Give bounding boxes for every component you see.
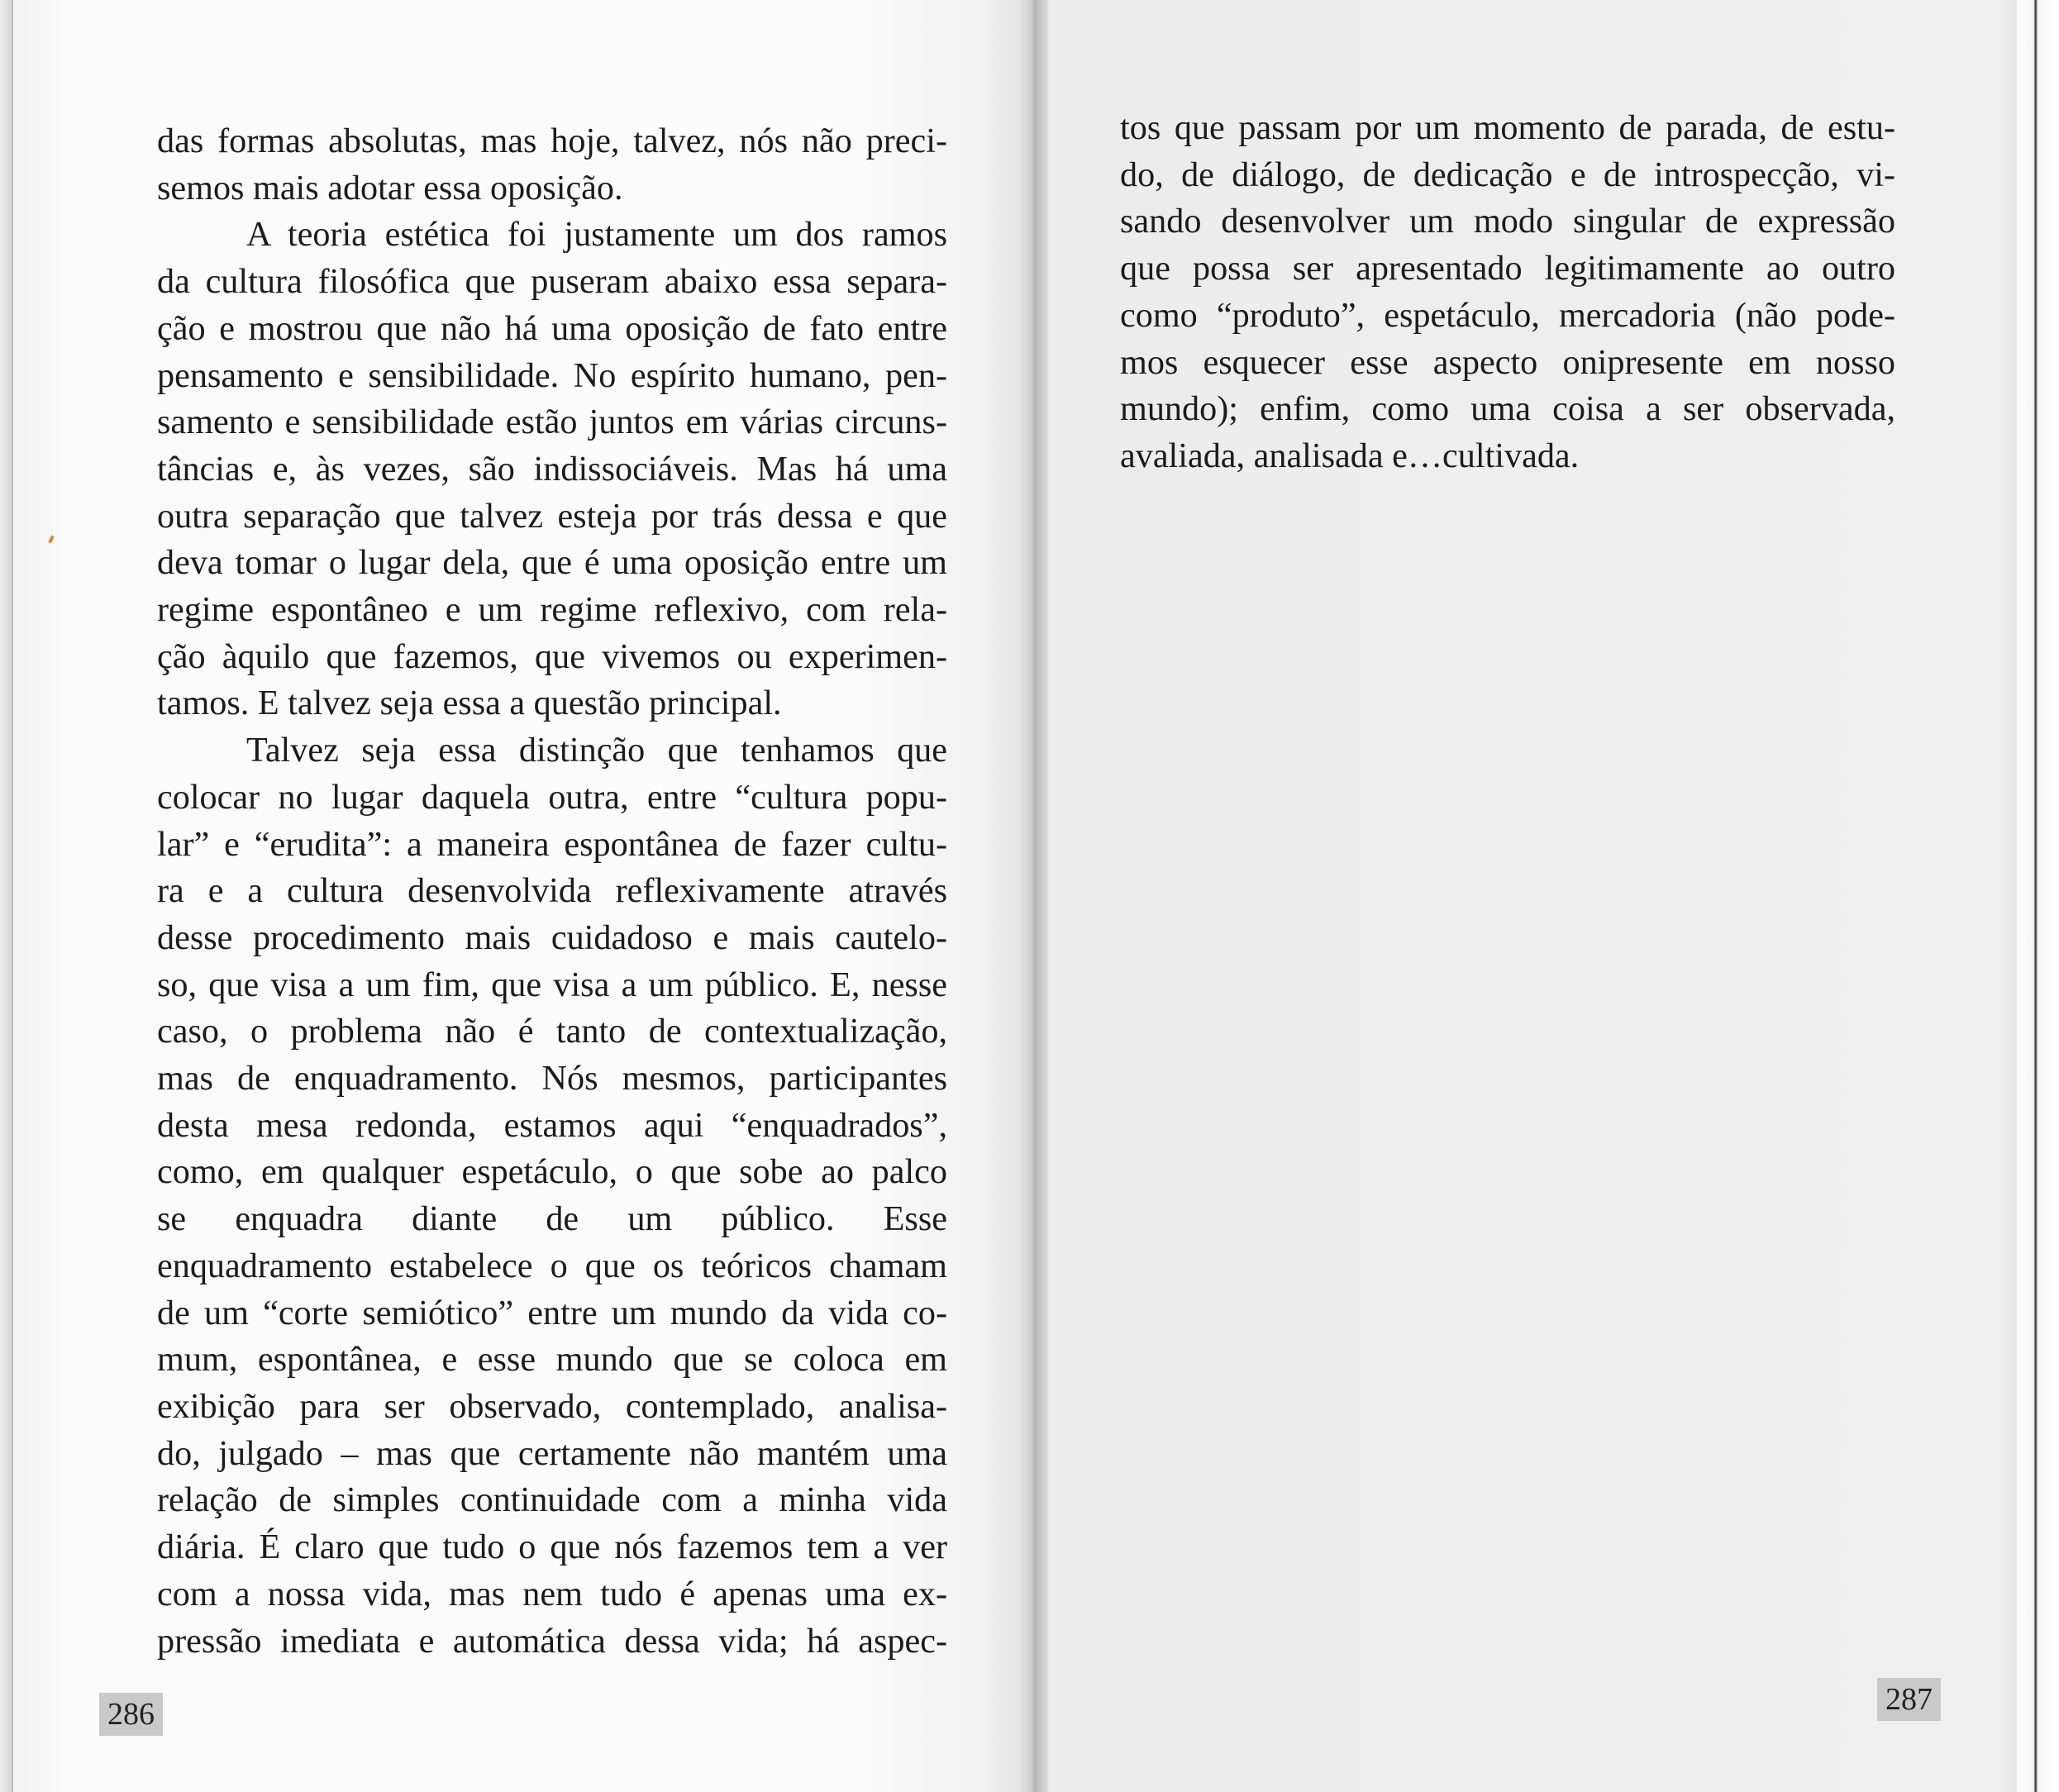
text-line: se enquadra diante de um público. Esse [157,1199,947,1239]
page-number-right: 287 [1877,1678,1941,1721]
text-line: da cultura filosófica que puseram abaixo essa separa- [157,262,947,302]
text-line: com a nossa vida, mas nem tudo é apenas uma ex- [157,1574,947,1613]
text-line: diária. É claro que tudo o que nós fazemos tem a ver [157,1527,947,1567]
text-line: outra separação que talvez esteja por trás dessa e que [157,496,947,536]
text-line: do, julgado – mas que certamente não mantém uma [157,1433,947,1473]
left-page-text [157,118,947,1665]
text-line: que possa ser apresentado legitimamente ao outro [1120,249,1895,288]
text-line: enquadramento estabelece o que os teóricos chamam [157,1246,947,1285]
text-line: ção e mostrou que não há uma oposição de fato entre [157,308,947,348]
text-line: sando desenvolver um modo singular de expressão [1120,202,1895,241]
text-line: mundo); enfim, como uma coisa a ser observada, [1120,389,1895,429]
text-line: como “produto”, espetáculo, mercadoria (não pode- [1120,295,1895,335]
text-line: desta mesa redonda, estamos aqui “enquadrados”, [157,1105,947,1145]
page-number-left: 286 [99,1693,163,1736]
text-line: tamos. E talvez seja essa a questão principal. [157,684,782,723]
ink-mark [48,536,54,544]
book-edge-right [2017,0,2059,1792]
text-line: caso, o problema não é tanto de contextualização, [157,1012,947,1051]
text-line: pressão imediata e automática dessa vida; há aspec- [157,1621,947,1661]
text-line: lar” e “erudita”: a maneira espontânea de fazer cultu- [157,824,947,864]
text-line: deva tomar o lugar dela, que é uma oposição entre um [157,543,947,583]
text-line: desse procedimento mais cuidadoso e mais cautelo- [157,917,947,957]
text-line: de um “corte semiótico” entre um mundo da vida co- [157,1293,947,1332]
text-line: do, de diálogo, de dedicação e de introspecção, vi- [1120,155,1895,194]
text-line: tos que passam por um momento de parada, de estu- [1120,108,1895,147]
text-line: tâncias e, às vezes, são indissociáveis. Mas há uma [157,449,947,489]
text-line: das formas absolutas, mas hoje, talvez, nós não preci- [157,122,947,160]
text-line: Talvez seja essa distinção que tenhamos que [246,731,947,770]
text-line: como, em qualquer espetáculo, o que sobe ao palco [157,1152,947,1192]
text-line: regime espontâneo e um regime reflexivo, com rela- [157,590,947,630]
text-line: relação de simples continuidade com a minha vida [157,1480,947,1520]
text-line: so, que visa a um fim, que visa a um público. E, nesse [157,965,947,1004]
text-line: mos esquecer esse aspecto onipresente em nosso [1120,342,1895,382]
text-line: colocar no lugar daquela outra, entre “cultura popu- [157,777,947,817]
text-line: avaliada, analisada e…cultivada. [1120,436,1580,475]
right-page-text [1120,105,1895,480]
text-line: mum, espontânea, e esse mundo que se coloca em [157,1340,947,1380]
text-line: semos mais adotar essa oposição. [157,168,623,207]
text-line: A teoria estética foi justamente um dos ramos [246,215,947,255]
book-gutter [1018,0,1048,1792]
text-line: ção àquilo que fazemos, que vivemos ou experimen- [157,636,947,676]
book-edge-left [0,0,12,1792]
text-line: ra e a cultura desenvolvida reflexivamente através [157,871,947,911]
text-line: samento e sensibilidade estão juntos em várias circuns- [157,403,947,442]
text-line: exibição para ser observado, contemplado, analisa- [157,1386,947,1426]
text-line: mas de enquadramento. Nós mesmos, participantes [157,1059,947,1099]
text-line: pensamento e sensibilidade. No espírito humano, pen- [157,355,947,395]
